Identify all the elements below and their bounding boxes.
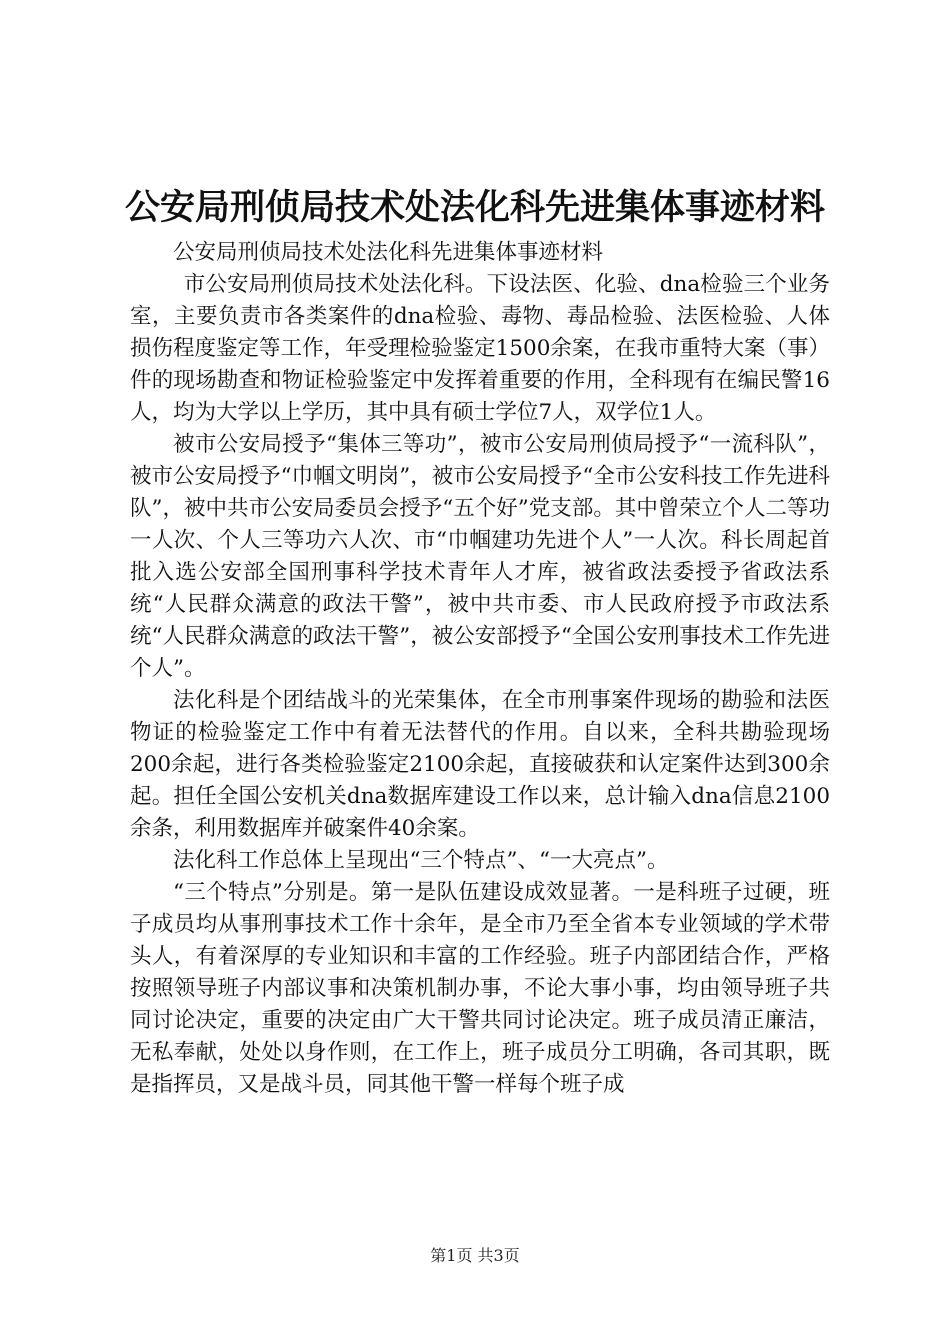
paragraph-summary: 法化科工作总体上呈现出“三个特点”、“一大亮点”。 xyxy=(173,848,669,873)
paragraph-honors: 被市公安局授予“集体三等功”，被市公安局刑侦局授予“一流科队”，被市公安局授予“巾帼文明岗”，被市公安局授予“全市公安科技工作先进科队”，被中共市公安局委员会授予“五个好”党支部。其中曾荣立个人二等功一人次、个人三等功六人次、市“巾帼建功先进个人”一人次。科长周起首批入选公安部全国刑事科学技术青年人才库，被省政法委授予省政法系统“人民群众满意的政法干警”，被中共市委、市人民政府授予市政法系统“人民群众满意的政法干警”，被公安部授予“全国公安刑事技术工作先进个人”。 xyxy=(130,432,830,681)
page-footer: 第1页 共3页 xyxy=(430,1246,520,1265)
document-title: 公安局刑侦局技术处法化科先进集体事迹材料 xyxy=(124,187,825,228)
document-subtitle: 公安局刑侦局技术处法化科先进集体事迹材料 xyxy=(173,240,604,265)
paragraph-introduction: 市公安局刑侦局技术处法化科。下设法医、化验、dna检验三个业务室，主要负责市各类案件的dna检验、毒物、毒品检验、法医检验、人体损伤程度鉴定等工作，年受理检验鉴定1500余案，在我市重特大案（事）件的现场勘查和物证检验鉴定中发挥着重要的作用，全科现有在编民警16人，均为大学以上学历，其中具有硕士学位7人，双学位1人。 xyxy=(130,272,830,425)
document-body xyxy=(130,237,830,1101)
paragraph-three-features: “三个特点”分别是。第一是队伍建设成效显著。一是科班子过硬，班子成员均从事刑事技术工作十余年，是全市乃至全省本专业领域的学术带头人，有着深厚的专业知识和丰富的工作经验。班子内部团结合作，严格按照领导班子内部议事和决策机制办事，不论大事小事，均由领导班子共同讨论决定，重要的决定由广大干警共同讨论决定。班子成员清正廉洁，无私奉献，处处以身作则，在工作上，班子成员分工明确，各司其职，既是指挥员，又是战斗员，同其他干警一样每个班子成 xyxy=(130,880,830,1097)
paragraph-achievements: 法化科是个团结战斗的光荣集体，在全市刑事案件现场的勘验和法医物证的检验鉴定工作中有着无法替代的作用。自以来，全科共勘验现场200余起，进行各类检验鉴定2100余起，直接破获和认定案件达到300余起。担任全国公安机关dna数据库建设工作以来，总计输入dna信息2100余条，利用数据库并破案件40余案。 xyxy=(130,688,830,841)
